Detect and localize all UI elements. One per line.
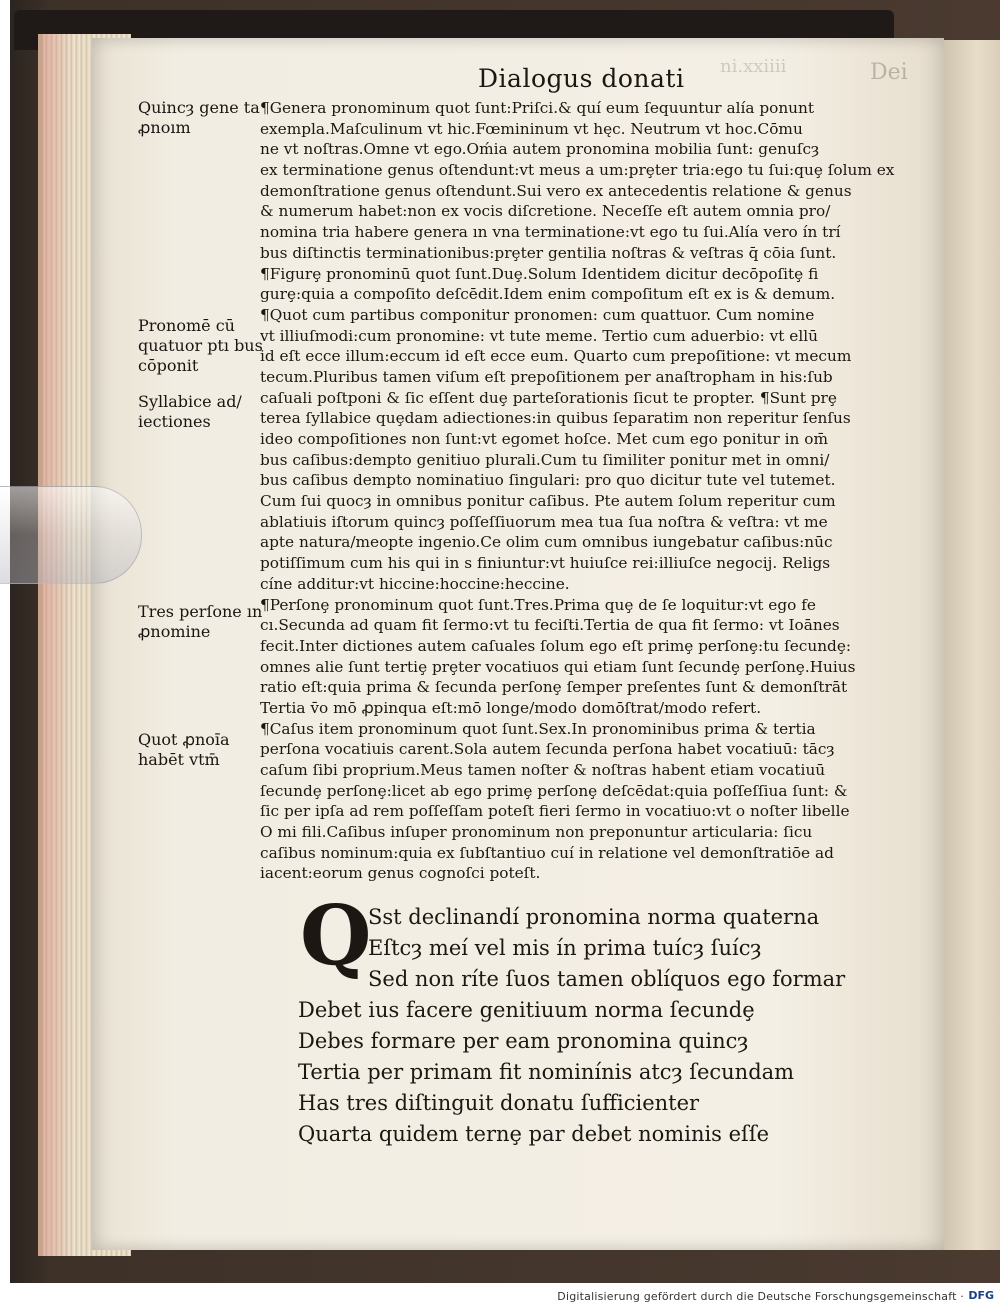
running-head: Dialogus donati <box>478 64 685 93</box>
body-line: caſum ſibi proprium.Meus tamen noſter & noſtras habent etiam vocatiuū <box>260 761 826 779</box>
decorated-initial: Q <box>300 888 372 984</box>
body-line: gurȩ:quia a compoſito deſcēdit.Idem enim compoſitum eſt ex is & demum. <box>260 285 836 304</box>
body-line: ¶Perſonȩ pronominum quot ſunt.Tres.Prima quȩ de ſe loquitur:vt ego fe <box>260 595 816 614</box>
body-line: ex terminatione genus oſtendunt:vt meus a um:prȩter tria:ego tu ſui:quȩ ſolum ex <box>260 161 895 180</box>
body-text <box>260 98 910 884</box>
body-line: id eſt ecce illum:eccum id eſt ecce eum. Quarto cum prepoſitione: vt mecum <box>260 347 852 366</box>
body-line: & numerum habet:non ex vocis diſcretione. Neceſſe eſt autem omnia pro/ <box>260 202 831 221</box>
body-line: ideo compoſitiones non ſunt:vt egomet hoſce. Met cum ego ponitur in om̄ <box>260 430 828 448</box>
body-line: ablatiuis iſtorum quincȝ poſſeſſiuorum mea tua ſua noſtra & veſtra: vt me <box>260 512 828 531</box>
body-line: apte natura/meopte ingenio.Ce olim cum omnibus iungebatur caſibus:nūc <box>260 533 833 552</box>
marginal-note: Quincȝ gene ta ꝓnoım <box>138 98 260 137</box>
body-line: ratio eſt:quia prima & ſecunda perſonȩ ſemper preſentes ſunt & demonſtrāt <box>260 678 848 697</box>
verse-line: Has tres diſtinguit donatu ſufficienter <box>298 1091 700 1115</box>
body-line: iacent:eorum genus cognoſci poteſt. <box>260 864 541 883</box>
verse-line: Sst declinandí pronomina norma quaterna <box>368 905 820 929</box>
body-line: bus caſibus:dempto genitiuo plurali.Cum tu ſimiliter ponitur met in omni/ <box>260 450 830 469</box>
marginal-note: Quot ꝓnoı̄a habēt vtm̄ <box>138 730 230 769</box>
verse-line: Eſtcȝ meí vel mis ín prima tuícȝ ſuícȝ <box>368 936 762 960</box>
running-head-bleed-left: ni.xxiiii <box>720 56 787 77</box>
verse-line: Sed non ríte ſuos tamen oblíquos ego formar <box>368 967 846 991</box>
body-line: Cum ſui quocȝ in omnibus ponitur caſibus. Pte autem ſolum reperitur cum <box>260 492 836 511</box>
body-line: ¶Figurȩ pronominū quot ſunt.Duȩ.Solum Identidem dicitur decōpoſitȩ fi <box>260 264 819 283</box>
body-line: caſuali poſtponi & ſic eſſent duȩ parteſorationis ſicut te propter. ¶Sunt prȩ <box>260 388 837 407</box>
body-line: ſic per ipſa ad rem poſſeſſam poteſt fieri ſermo in vocatiuo:vt o noſter libelle <box>260 802 850 821</box>
body-line: demonſtratione genus oſtendunt.Sui vero ex antecedentis relatione & genus <box>260 181 852 200</box>
footer-credit: Digitalisierung gefördert durch die Deutsche Forschungsgemeinschaft · <box>557 1290 964 1303</box>
facing-page-edge <box>944 40 1000 1250</box>
dfg-logo: DFG <box>968 1289 994 1302</box>
verse-line: Debet ius facere genitiuum norma ſecundȩ <box>298 998 755 1022</box>
body-line: omnes alie ſunt tertiȩ prȩter vocatiuos qui etiam ſunt ſecundȩ perſonȩ.Huius <box>260 657 856 676</box>
body-line: ¶Quot cum partibus componitur pronomen: cum quattuor. Cum nomine <box>260 305 815 324</box>
body-line: bus caſibus dempto nominatiuo ſingulari: pro quo dicitur tute vel tutemet. <box>260 471 836 490</box>
body-line: tecum.Pluribus tamen viſum eſt prepoſitionem per anaſtropham in his:ſub <box>260 367 833 386</box>
plastic-page-clip <box>0 486 142 584</box>
body-line: bus diſtinctis terminationibus:prȩter gentilia noſtras & veſtras q̄ cōia ſunt. <box>260 243 837 262</box>
verse-line: Quarta quidem ternȩ par debet nominis eſſe <box>298 1122 770 1146</box>
verse-line: Debes formare per eam pronomina quincȝ <box>298 1029 749 1053</box>
body-line: nomina tria habere genera ın vna terminatione:vt ego tu ſui.Alía vero ín trí <box>260 223 841 242</box>
verse-line: Tertia per primam fit nominínis atcȝ ſecundam <box>298 1060 795 1084</box>
body-line: perſona vocatiuis carent.Sola autem ſecunda perſona habet vocatiuū: tācȝ <box>260 740 835 759</box>
body-line: caſibus nominum:quia ex ſubſtantiuo cuí in relatione vel demonſtratiōe ad <box>260 843 834 862</box>
body-line: vt illiuſmodi:cum pronomine: vt tute meme. Tertio cum aduerbio: vt ellū <box>260 326 818 345</box>
marginal-note: Tres perſone ın ꝓnomine <box>138 602 263 641</box>
body-line: Tertia v̄o mō ꝓpinqua eſt:mō longe/modo domōſtrat/modo refert. <box>260 698 762 717</box>
body-line: potiſſimum cum his qui in s finiuntur:vt huiuſce rei:illiuſce negocij. Religs <box>260 554 831 573</box>
footer <box>0 1284 1000 1309</box>
body-line: terea ſyllabice quȩdam adiectiones:in quibus ſeparatim non reperitur ſenſus <box>260 409 851 428</box>
body-line: cı.Secunda ad quam fit ſermo:vt tu feciſti.Tertia de qua fit ſermo: vt Ioānes <box>260 616 840 635</box>
body-line: ¶Genera pronominum quot ſunt:Priſci.& quí eum ſequuntur alía ponunt <box>260 99 815 117</box>
body-line: ¶Caſus item pronominum quot ſunt.Sex.In pronominibus prima & tertia <box>260 719 816 738</box>
body-line: cíne additur:vt hiccine:hoccine:heccine. <box>260 574 570 593</box>
body-line: fecit.Inter dictiones autem caſuales ſolum ego eſt primȩ perſonȩ:tu ſecundȩ: <box>260 636 852 655</box>
body-line: O mi fili.Caſibus inſuper pronominum non preponuntur articularia: ſicu <box>260 823 813 842</box>
marginal-note: Pronomē cū quatuor ptı bus cōponit <box>138 316 263 375</box>
verse-text <box>298 888 858 1150</box>
body-line: ſecundȩ perſonȩ:licet ab ego primȩ perſonȩ deſcēdat:quia poſſeſſiua ſunt: & <box>260 781 848 800</box>
body-line: exempla.Maſculinum vt hic.Fœmininum vt hęc. Neutrum vt hoc.Cōmu <box>260 119 803 138</box>
marginal-note: Syllabice ad/ iectiones <box>138 392 242 431</box>
body-line: ne vt noſtras.Omne vt ego.Oḿia autem pronomina mobilia ſunt: genuſcȝ <box>260 140 820 159</box>
running-head-bleed: Dei <box>870 60 908 85</box>
